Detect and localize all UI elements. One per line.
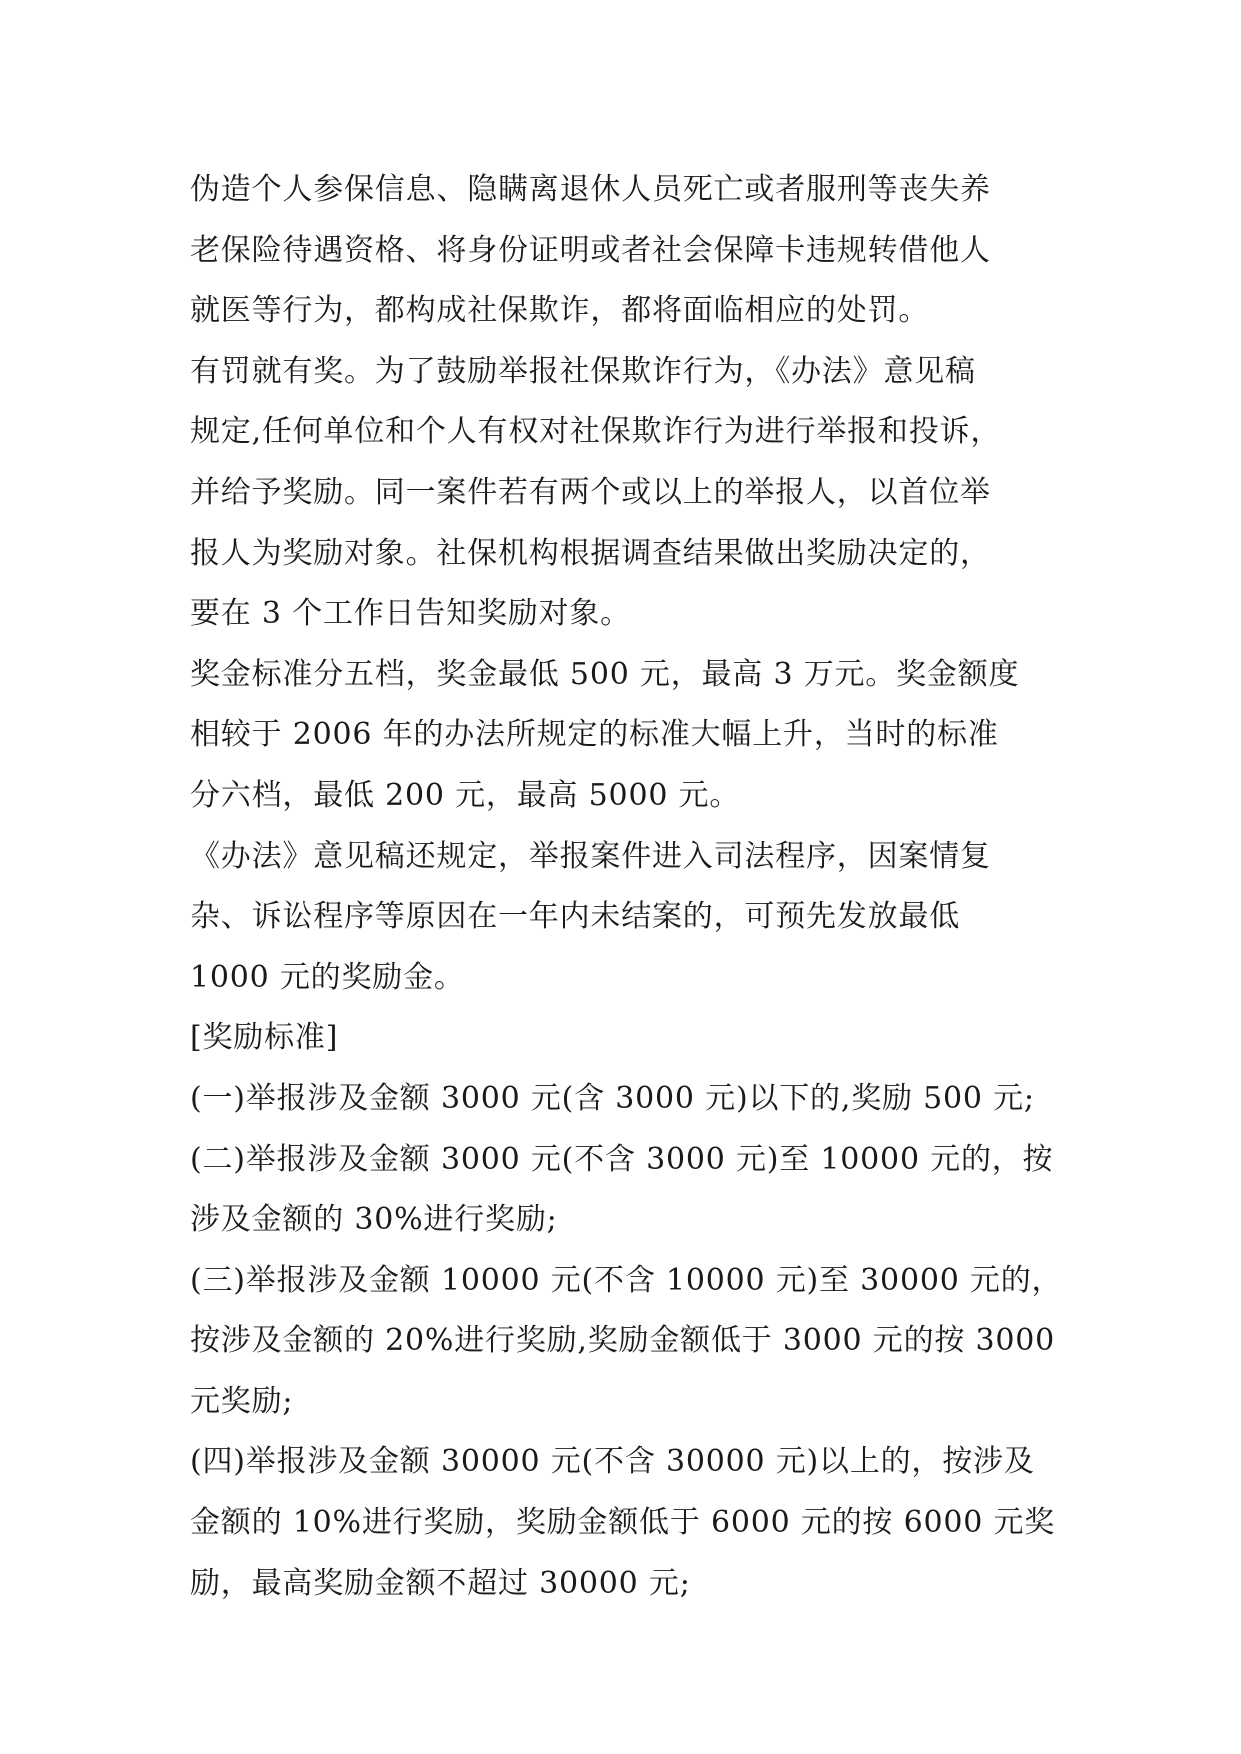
text-line: 规定,任何单位和个人有权对社保欺诈行为进行举报和投诉， bbox=[190, 414, 1002, 450]
document-body bbox=[190, 160, 1063, 1614]
text-line: 就医等行为，都构成社保欺诈，都将面临相应的处罚。 bbox=[190, 293, 930, 329]
text-line: (四)举报涉及金额 30000 元(不含 30000 元)以上的，按涉及 bbox=[190, 1444, 1035, 1480]
text-line: 元奖励; bbox=[190, 1383, 294, 1419]
text-line: 杂、诉讼程序等原因在一年内未结案的，可预先发放最低 bbox=[190, 899, 960, 935]
text-line: 相较于 2006 年的办法所规定的标准大幅上升，当时的标准 bbox=[190, 717, 999, 753]
text-line: 老保险待遇资格、将身份证明或者社会保障卡违规转借他人 bbox=[190, 232, 991, 268]
text-line: 伪造个人参保信息、隐瞒离退休人员死亡或者服刑等丧失养 bbox=[190, 172, 991, 207]
text-line: 涉及金额的 30%进行奖励; bbox=[190, 1202, 558, 1238]
text-line: 《办法》意见稿还规定，举报案件进入司法程序，因案情复 bbox=[190, 838, 991, 874]
text-line: 有罚就有奖。为了鼓励举报社保欺诈行为，《办法》意见稿 bbox=[190, 353, 976, 389]
text-line: 按涉及金额的 20%进行奖励,奖励金额低于 3000 元的按 3000 bbox=[190, 1323, 1056, 1359]
text-line: (一)举报涉及金额 3000 元(含 3000 元)以下的,奖励 500 元; bbox=[190, 1080, 1035, 1116]
text-line: 并给予奖励。同一案件若有两个或以上的举报人，以首位举 bbox=[190, 474, 991, 510]
text-line: (三)举报涉及金额 10000 元(不含 10000 元)至 30000 元的， bbox=[190, 1262, 1063, 1298]
section-heading: [奖励标准] bbox=[190, 1020, 339, 1056]
text-line: 报人为奖励对象。社保机构根据调查结果做出奖励决定的， bbox=[190, 535, 991, 571]
text-line: 1000 元的奖励金。 bbox=[190, 959, 465, 995]
text-line: (二)举报涉及金额 3000 元(不含 3000 元)至 10000 元的，按 bbox=[190, 1141, 1054, 1177]
text-line: 要在 3 个工作日告知奖励对象。 bbox=[190, 596, 631, 632]
text-line: 励，最高奖励金额不超过 30000 元; bbox=[190, 1565, 691, 1601]
text-line: 奖金标准分五档，奖金最低 500 元，最高 3 万元。奖金额度 bbox=[190, 656, 1020, 692]
text-line: 分六档，最低 200 元，最高 5000 元。 bbox=[190, 777, 741, 813]
text-line: 金额的 10%进行奖励，奖励金额低于 6000 元的按 6000 元奖 bbox=[190, 1505, 1056, 1541]
